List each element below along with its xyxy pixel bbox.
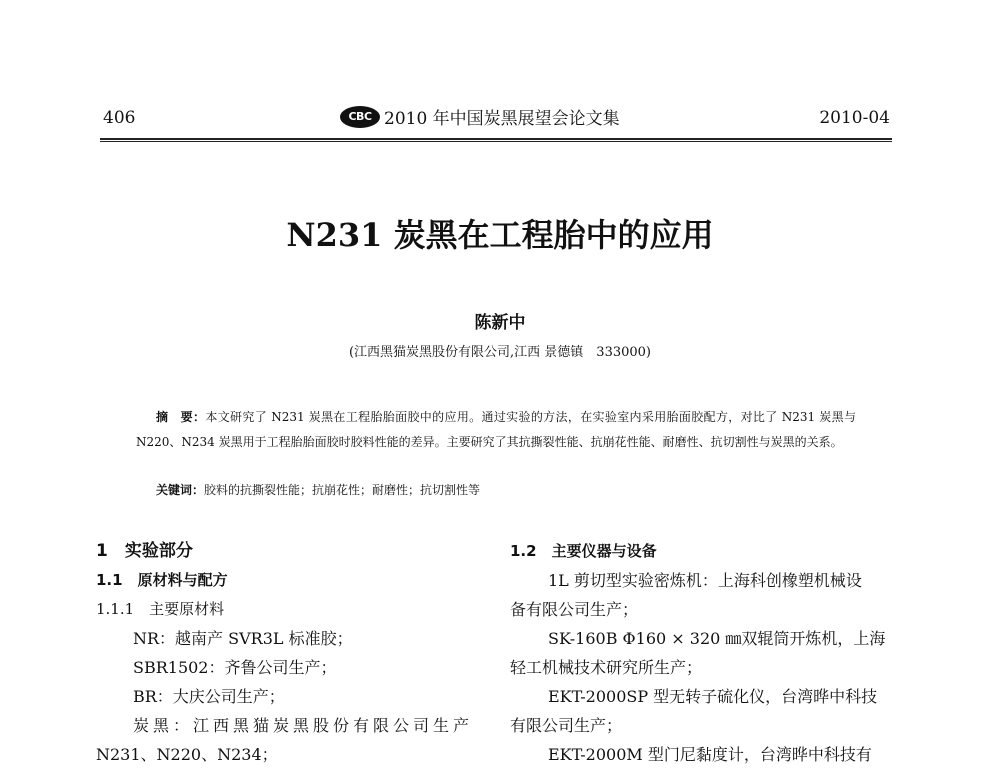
header-date: 2010-04 [819, 108, 890, 128]
equipment-line: 备有限公司生产； [510, 600, 639, 619]
section-heading-1-1: 1.1 原材料与配方 [96, 571, 228, 589]
article-title: N231 炭黑在工程胎中的应用 [286, 216, 714, 254]
equipment-line: EKT-2000SP 型无转子硫化仪，台湾晔中科技 [548, 687, 878, 706]
material-item: BR：大庆公司生产； [133, 687, 285, 706]
section-heading-1-2: 1.2 主要仪器与设备 [510, 542, 657, 560]
equipment-line: 1L 剪切型实验密炼机：上海科创橡塑机械设 [548, 571, 862, 590]
section-heading-1-1-1: 1.1.1 主要原材料 [96, 600, 225, 618]
abstract-text: 本文研究了 N231 炭黑在工程胎胎面胶中的应用。通过实验的方法，在实验室内采用胎面胶配方，对比了 N231 炭黑与 N220、N234 炭黑用于工程胎胎面胶时胶料性能的差异。主要研究了其抗撕裂性能、抗崩花性能、耐磨性、抗切割性与炭黑的关系。 [136, 410, 856, 449]
material-item-carbon-black-grades: N231、N220、N234； [96, 745, 278, 764]
header-rule-thin [100, 141, 892, 142]
keywords-label: 关键词： [156, 483, 205, 497]
equipment-line: SK-160B Φ160 × 320 ㎜双辊筒开炼机，上海 [548, 629, 886, 648]
proceedings-title: 2010 年中国炭黑展望会论文集 [384, 109, 620, 129]
material-item: NR：越南产 SVR3L 标准胶； [133, 629, 353, 648]
abstract [136, 405, 856, 455]
keywords-text: 胶料的抗撕裂性能；抗崩花性；耐磨性；抗切割性等 [204, 483, 481, 497]
equipment-line: 有限公司生产； [510, 716, 623, 735]
header-rule [100, 138, 892, 140]
section-heading-1: 1 实验部分 [96, 541, 193, 561]
equipment-line: EKT-2000M 型门尼黏度计，台湾晔中科技有 [548, 745, 872, 764]
cbc-logo: CBC [340, 106, 380, 128]
equipment-line: 轻工机械技术研究所生产； [510, 658, 703, 677]
author-name: 陈新中 [474, 313, 526, 333]
material-item: SBR1502：齐鲁公司生产； [133, 658, 337, 677]
abstract-label: 摘 要： [156, 410, 206, 424]
material-item-carbon-black: 炭黑：江西黑猫炭黑股份有限公司生产 [133, 716, 474, 735]
author-affiliation: (江西黑猫炭黑股份有限公司,江西 景德镇 333000) [348, 345, 652, 360]
page-number: 406 [103, 108, 136, 128]
keywords [156, 481, 480, 498]
running-header [340, 104, 620, 129]
